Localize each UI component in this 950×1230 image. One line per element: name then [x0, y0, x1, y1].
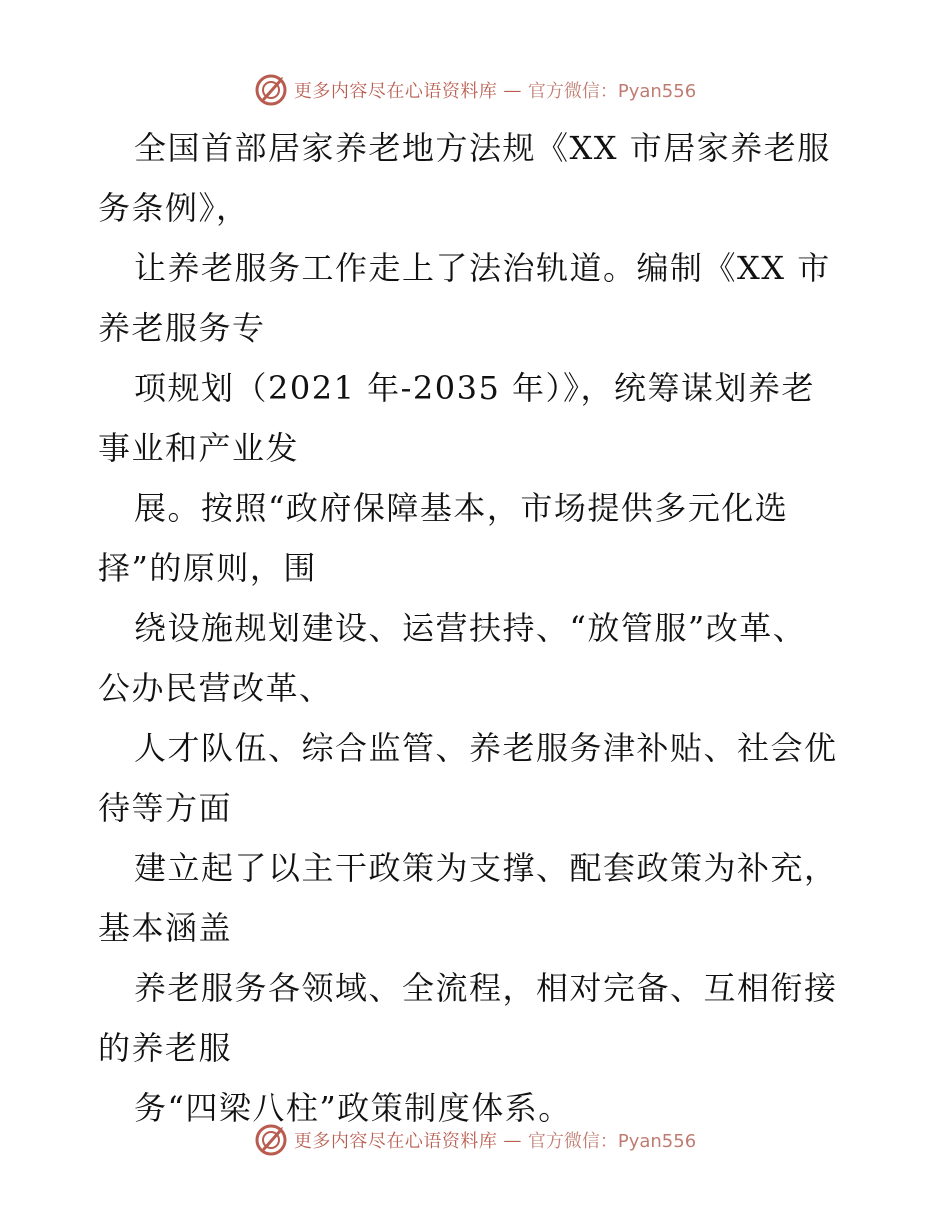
paragraph-line: 建立起了以主干政策为支撑、配套政策为补充，: [134, 849, 838, 887]
banner-site-text: 更多内容尽在心语资料库: [293, 1131, 498, 1152]
banner-wechat-text: 官方微信：Pyan556: [527, 81, 697, 102]
paragraph-line: 绕设施规划建设、运营扶持、“放管服”改革、: [134, 609, 807, 647]
paragraph-line: 务条例》，: [98, 189, 250, 227]
paragraph-line: 基本涵盖: [98, 909, 233, 947]
paragraph-line: 公办民营改革、: [98, 669, 333, 707]
banner-dash: —: [503, 1129, 522, 1151]
pen-seal-icon: [254, 73, 288, 107]
paragraph-line: 养老服务专: [98, 309, 266, 347]
paragraph-line: 养老服务各领域、全流程，相对完备、互相衔接: [134, 969, 838, 1007]
paragraph-line: 待等方面: [98, 789, 233, 827]
paragraph-line: 择”的原则，围: [98, 549, 317, 587]
footer-banner: [0, 1120, 950, 1160]
paragraph-line: 人才队伍、综合监管、养老服务津补贴、社会优: [134, 729, 838, 767]
paragraph-line: 展。按照“政府保障基本，市场提供多元化选: [134, 489, 789, 527]
header-banner: [0, 70, 950, 110]
paragraph-line: 让养老服务工作走上了法治轨道。编制《XX 市: [134, 249, 831, 287]
paragraph-line: 务“四梁八柱”政策制度体系。: [134, 1089, 572, 1127]
banner-site-text: 更多内容尽在心语资料库: [293, 81, 498, 102]
banner-dash: —: [503, 79, 522, 101]
pen-seal-icon: [254, 1123, 288, 1157]
paragraph-line: 项规划（2021 年-2035 年）》，统筹谋划养老: [134, 369, 816, 407]
paragraph-line: 事业和产业发: [98, 429, 300, 467]
paragraph-line: 全国首部居家养老地方法规《XX 市居家养老服: [134, 129, 831, 167]
document-body: [98, 118, 858, 1138]
banner-wechat-text: 官方微信：Pyan556: [527, 1131, 697, 1152]
paragraph-line: 的养老服: [98, 1029, 233, 1067]
